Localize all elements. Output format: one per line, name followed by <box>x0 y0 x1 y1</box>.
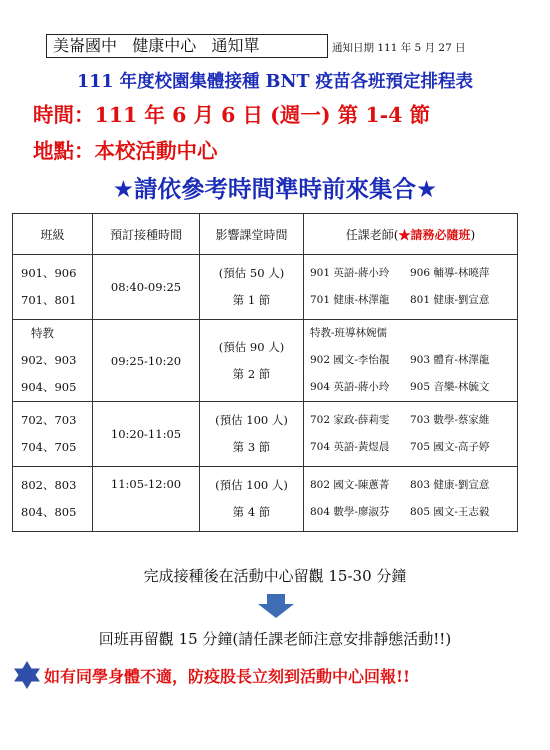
affected-cell <box>200 255 304 320</box>
table-row <box>13 402 518 467</box>
header-class: 班級 <box>13 214 93 255</box>
observation-note: 完成接種後在活動中心留觀 15-30 分鐘 <box>143 567 407 585</box>
teacher-entry: 704 英語-黃煜晨 <box>310 441 390 453</box>
class-group: 904、905 <box>21 380 77 394</box>
teacher-cell <box>304 402 518 467</box>
class-group: 701、801 <box>21 293 77 307</box>
place-line: 地點：本校活動中心 <box>33 139 218 163</box>
period-text: 第 4 節 <box>232 505 271 519</box>
table-row <box>13 320 518 402</box>
table-header-row <box>13 214 518 255</box>
teacher-entry: 903 體育-林澤龍 <box>410 354 490 366</box>
return-class-note: 回班再留觀 15 分鐘(請任課老師注意安排靜態活動!!) <box>98 630 452 648</box>
class-group: 802、803 <box>21 478 77 492</box>
notice-header-box: 美崙國中 健康中心 通知單 <box>46 34 328 58</box>
teacher-entry: 901 英語-蔣小玲 <box>310 267 390 279</box>
affected-cell <box>200 320 304 402</box>
time-line: 時間：111 年 6 月 6 日 (週一) 第 1-4 節 <box>33 103 430 127</box>
class-group: 702、703 <box>21 413 77 427</box>
down-arrow-icon <box>258 594 294 622</box>
estimate-text: (預估 100 人) <box>215 413 288 427</box>
class-group: 901、906 <box>21 266 77 280</box>
class-group: 902、903 <box>21 353 77 367</box>
table-row <box>13 255 518 320</box>
class-group: 特教 <box>31 326 54 340</box>
header-teacher-suffix: ) <box>470 227 476 242</box>
teacher-entry: 803 健康-劉宣意 <box>410 479 490 491</box>
class-group: 704、705 <box>21 440 77 454</box>
teacher-entry: 特教-班導林婉儒 <box>310 327 388 339</box>
teacher-entry: 802 國文-陳蔥菁 <box>310 479 390 491</box>
period-text: 第 2 節 <box>232 366 271 381</box>
period-text: 第 1 節 <box>232 293 271 307</box>
estimate-text: (預估 90 人) <box>218 339 285 354</box>
time-cell: 09:25-10:20 <box>93 320 200 402</box>
header-teacher-required: ★請務必隨班 <box>398 227 471 242</box>
header-time: 預訂接種時間 <box>93 214 200 255</box>
teacher-entry: 705 國文-高子婷 <box>410 441 490 453</box>
header-teacher <box>304 214 518 255</box>
teacher-cell <box>304 467 518 532</box>
teacher-entry: 902 國文-李怡靚 <box>310 354 390 366</box>
schedule-table <box>12 213 518 532</box>
table-row <box>13 467 518 532</box>
class-cell <box>13 255 93 320</box>
header-teacher-prefix: 任課老師( <box>345 227 399 242</box>
time-cell: 08:40-09:25 <box>93 255 200 320</box>
estimate-text: (預估 100 人) <box>215 478 288 492</box>
teacher-entry: 701 健康-林澤龍 <box>310 294 390 306</box>
teacher-entry: 703 數學-蔡家維 <box>410 414 490 426</box>
affected-cell <box>200 467 304 532</box>
teacher-entry: 702 家政-薛莉雯 <box>310 414 390 426</box>
estimate-text: (預估 50 人) <box>218 266 285 280</box>
header-affected: 影響課堂時間 <box>200 214 304 255</box>
teacher-entry: 804 數學-廖淑芬 <box>310 506 390 518</box>
class-cell <box>13 402 93 467</box>
class-cell <box>13 467 93 532</box>
assembly-banner: ★請依參考時間準時前來集合★ <box>112 175 438 203</box>
teacher-entry: 906 輔導-林曉萍 <box>410 267 490 279</box>
period-text: 第 3 節 <box>232 440 271 454</box>
teacher-entry: 801 健康-劉宣意 <box>410 294 490 306</box>
teacher-entry: 904 英語-蔣小玲 <box>310 381 390 393</box>
affected-cell <box>200 402 304 467</box>
teacher-entry: 805 國文-王志毅 <box>410 506 490 518</box>
teacher-cell <box>304 255 518 320</box>
page-title: 111 年度校園集體接種 BNT 疫苗各班預定排程表 <box>76 72 474 92</box>
notice-date: 通知日期 111 年 5 月 27 日 <box>332 42 466 54</box>
alert-note: 如有同學身體不適，防疫股長立刻到活動中心回報!! <box>44 667 411 686</box>
class-group: 804、805 <box>21 505 77 519</box>
time-cell: 10:20-11:05 <box>93 402 200 467</box>
teacher-cell <box>304 320 518 402</box>
six-point-star-icon <box>12 660 42 694</box>
time-cell: 11:05-12:00 <box>93 467 200 532</box>
teacher-entry: 905 音樂-林毓文 <box>410 381 490 393</box>
class-cell <box>13 320 93 402</box>
